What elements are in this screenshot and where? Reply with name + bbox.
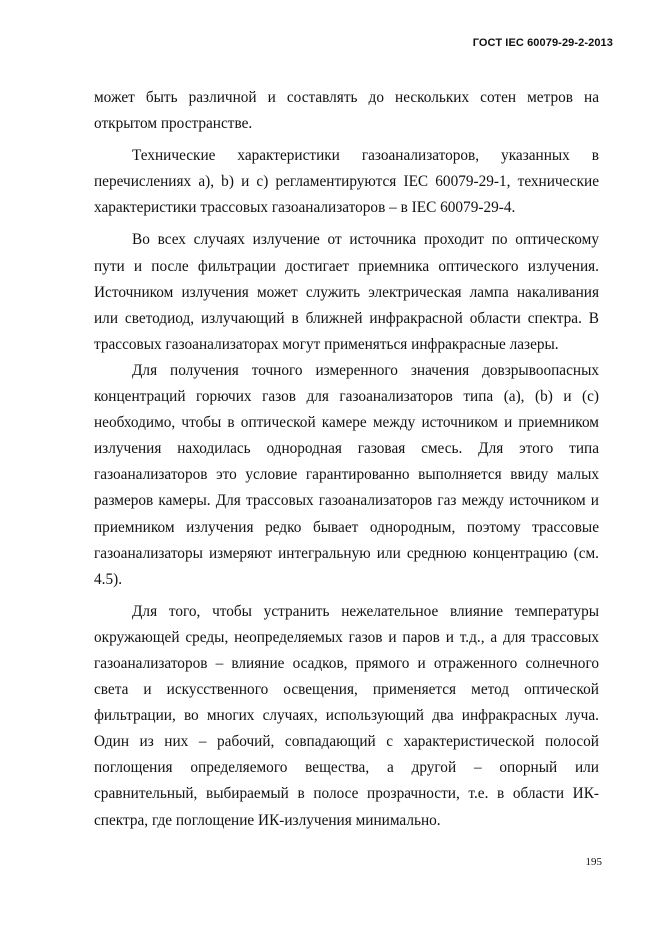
standard-code: ГОСТ IEC 60079-29-2-2013 bbox=[472, 37, 613, 49]
paragraph-optical-filtration: Для того, чтобы устранить нежелательное влияние температуры окружающей среды, неопределяемых газов и паров и т.д., а для трассовых газоанализаторов – влияние осадков, прямого и отраженного солнечного света и искусственного освещения, применяется метод оптической фильтрации, во многих случаях, использующий два инфракрасных луча. Один из них – рабочий, совпадающий с характеристической полосой поглощения определяемого вещества, а другой – опорный или сравнительный, выбираемый в полосе прозрачности, т.е. в области ИК-спектра, где поглощение ИК-излучения минимально. bbox=[94, 602, 599, 829]
paragraph-concentration-measurement: Для получения точного измеренного значения довзрывоопасных концентраций горючих газов для газоанализаторов типа (a), (b) и (c) необходимо, чтобы в оптической камере между источником и приемником излучения находилась однородная газовая смесь. Для этого типа газоанализаторов это условие гарантированно выполняется ввиду малых размеров камеры. Для трассовых газоанализаторов газ между источником и приемником излучения редко бывает однородным, поэтому трассовые газоанализаторы измеряют интегральную или среднюю концентрацию (см. 4.5). bbox=[94, 361, 599, 588]
paragraph-continuation: может быть различной и составлять до нескольких сотен метров на открытом пространстве. bbox=[94, 89, 599, 133]
paragraph-technical-characteristics: Технические характеристики газоанализаторов, указанных в перечислениях а), b) и с) регламентируются IEC 60079-29-1, технические характеристики трассовых газоанализаторов – в IEC 60079-29-4. bbox=[94, 147, 599, 217]
document-header bbox=[473, 37, 613, 49]
page-body bbox=[94, 85, 599, 834]
page-number: 195 bbox=[585, 856, 602, 868]
paragraph-radiation-path: Во всех случаях излучение от источника проходит по оптическому пути и после фильтрации достигает приемника оптического излучения. Источником излучения может служить электрическая лампа накаливания или светодиод, излучающий в ближней инфракрасной области спектра. В трассовых газоанализаторах могут применяться инфракрасные лазеры. bbox=[94, 231, 599, 353]
